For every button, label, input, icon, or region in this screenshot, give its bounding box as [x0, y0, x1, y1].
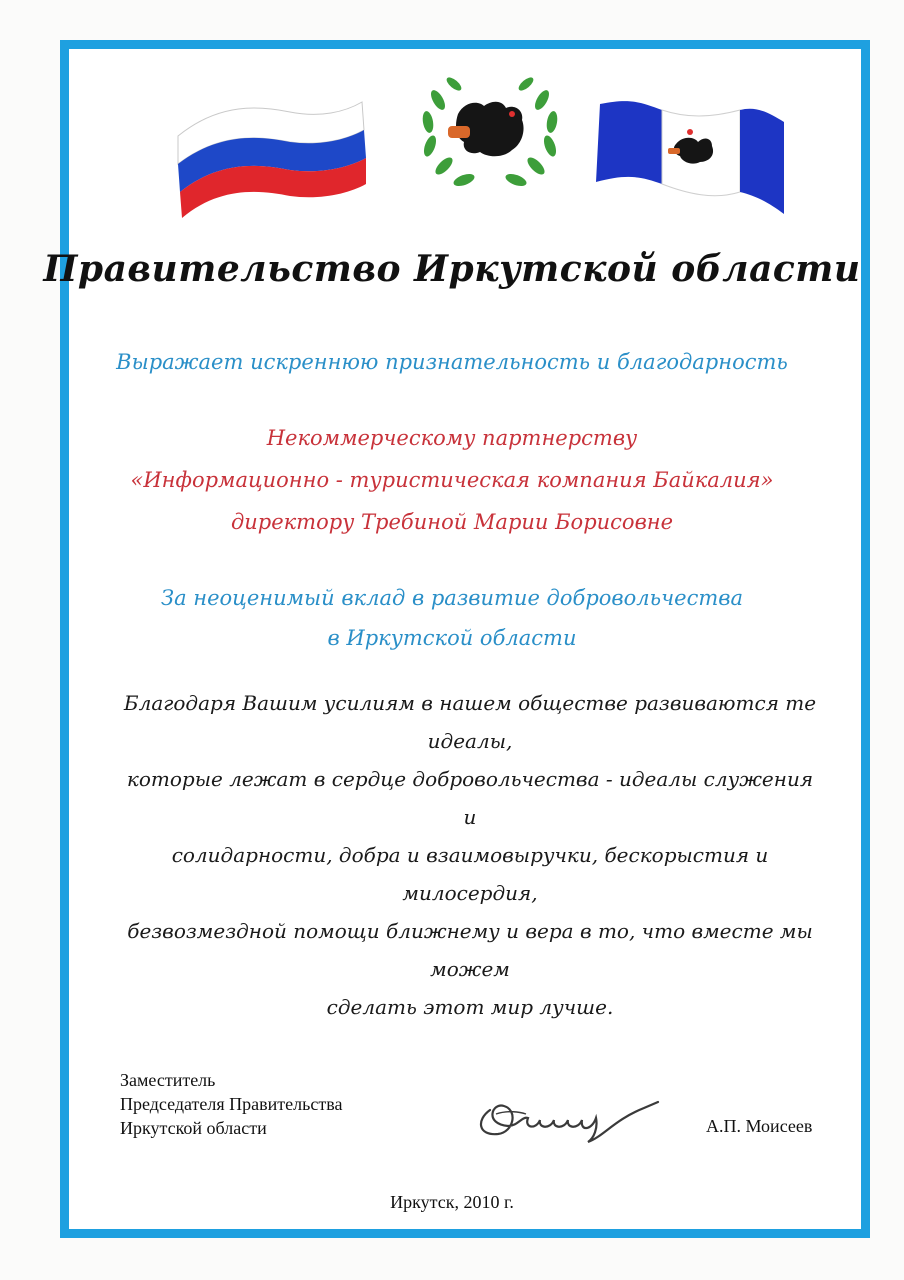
- message-line: безвозмездной помощи ближнему и вера в то, что вместе мы можем: [127, 919, 813, 981]
- recipient-line-1: Некоммерческому партнерству: [266, 426, 638, 450]
- regional-flag-icon: [590, 96, 790, 218]
- coat-of-arms-icon: [418, 70, 562, 194]
- russian-flag-icon: [170, 96, 370, 220]
- handwritten-signature: [468, 1080, 668, 1146]
- place-date: Иркутск, 2010 г.: [390, 1192, 514, 1212]
- message-text: [120, 684, 820, 1026]
- certificate-title: Правительство Иркутской области: [43, 248, 861, 290]
- reason-line-2: в Иркутской области: [327, 626, 577, 650]
- message-line: сделать этот мир лучше.: [326, 995, 614, 1019]
- recipient-line-2: «Информационно - туристическая компания Байкалия»: [130, 468, 774, 492]
- gratitude-line: Выражает искреннюю признательность и благодарность: [116, 350, 788, 374]
- message-line: которые лежат в сердце добровольчества - идеалы служения и: [126, 767, 814, 829]
- message-line: Благодаря Вашим усилиям в нашем обществе развиваются те идеалы,: [123, 691, 817, 753]
- recipient-line-3: директору Требиной Марии Борисовне: [230, 510, 674, 534]
- position-line-1: Заместитель: [120, 1070, 216, 1090]
- position-line-3: Иркутской области: [120, 1118, 267, 1138]
- reason-line-1: За неоценимый вклад в развитие добровольчества: [160, 586, 743, 610]
- signatory-position: [120, 1068, 342, 1140]
- message-line: солидарности, добра и взаимовыручки, бескорыстия и милосердия,: [171, 843, 769, 905]
- position-line-2: Председателя Правительства: [120, 1094, 343, 1114]
- signatory-name: А.П. Моисеев: [706, 1116, 813, 1136]
